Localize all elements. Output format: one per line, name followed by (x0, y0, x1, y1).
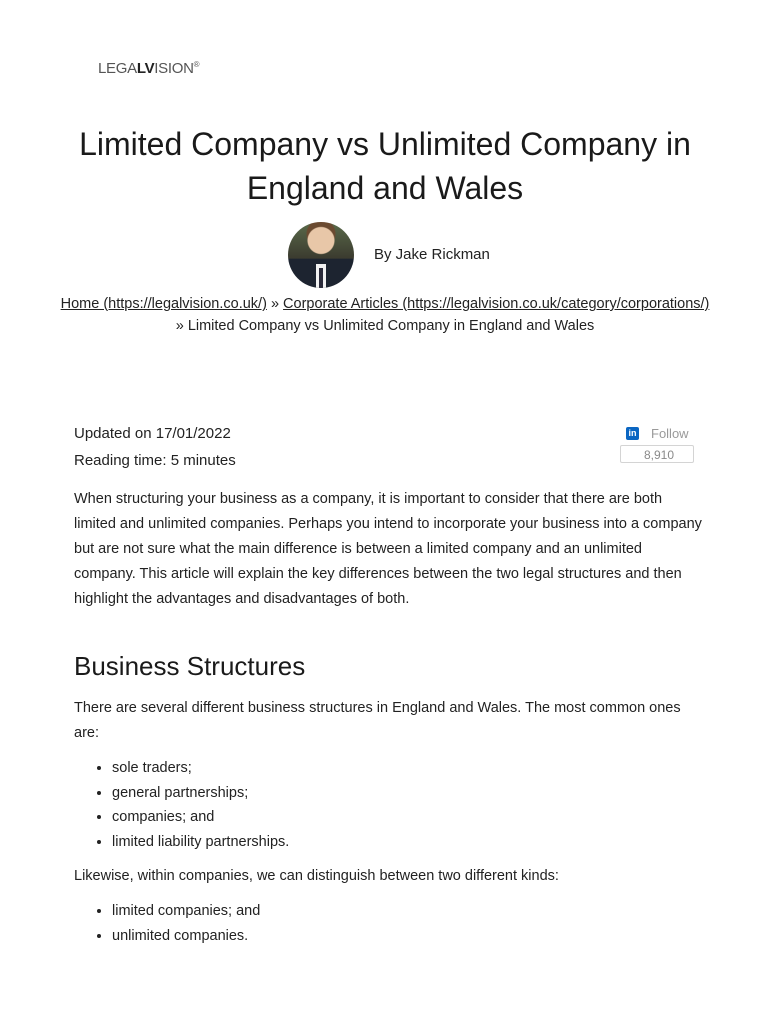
intro-paragraph: When structuring your business as a company, it is important to consider that there are both limited and unlimited companies. Perhaps you intend to incorporate your business into a company but are not sure what the main difference is between a limited company and an unlimited company. This article will explain the key differences between the two legal structures and then highlight the advantages and disadvantages of both. (74, 491, 702, 607)
breadcrumb-category-link[interactable]: Corporate Articles (https://legalvision.co.uk/category/corporations/) (283, 296, 710, 312)
updated-date: Updated on 17/01/2022 (74, 425, 231, 442)
list-item: • limited liability partnerships. (112, 830, 702, 855)
article-title: Limited Company vs Unlimited Company in England and Wales (79, 126, 691, 206)
list-item: • sole traders; (112, 756, 702, 781)
article-meta (74, 420, 236, 474)
logo-text-lv: LV (136, 60, 155, 77)
legalvision-logo[interactable] (98, 60, 199, 77)
logo-text-ision: ISION (154, 60, 194, 77)
reading-time: Reading time: 5 minutes (74, 452, 236, 469)
list-item: • general partnerships; (112, 781, 702, 806)
avatar-tie-shape (319, 268, 323, 288)
breadcrumb-separator: » (175, 318, 188, 334)
linkedin-follow-button[interactable] (620, 424, 694, 442)
author-row (288, 222, 490, 288)
structures-intro-paragraph: There are several different business structures in England and Wales. The most common ones are: (74, 700, 681, 741)
companies-intro-paragraph: Likewise, within companies, we can distinguish between two different kinds: (74, 868, 559, 884)
author-byline: By Jake Rickman (374, 245, 490, 263)
article-body (74, 487, 702, 958)
list-item: • unlimited companies. (112, 924, 702, 949)
list-item: • companies; and (112, 805, 702, 830)
structures-list (74, 756, 702, 854)
breadcrumb-home-link[interactable]: Home (https://legalvision.co.uk/) (60, 296, 267, 312)
breadcrumb (60, 293, 710, 337)
linkedin-follow-widget (620, 424, 694, 463)
author-avatar (288, 222, 354, 288)
list-item: • limited companies; and (112, 899, 702, 924)
logo-registered-mark: ® (193, 60, 200, 69)
logo-text-lega: LEGA (98, 60, 137, 77)
breadcrumb-separator: » (266, 296, 284, 312)
section-heading: Business Structures (74, 651, 306, 681)
linkedin-icon: in (626, 427, 639, 440)
company-kinds-list (74, 899, 702, 948)
follower-count: 8,910 (620, 445, 694, 463)
breadcrumb-current: Limited Company vs Unlimited Company in England and Wales (187, 318, 595, 334)
follow-label: Follow (651, 425, 689, 441)
